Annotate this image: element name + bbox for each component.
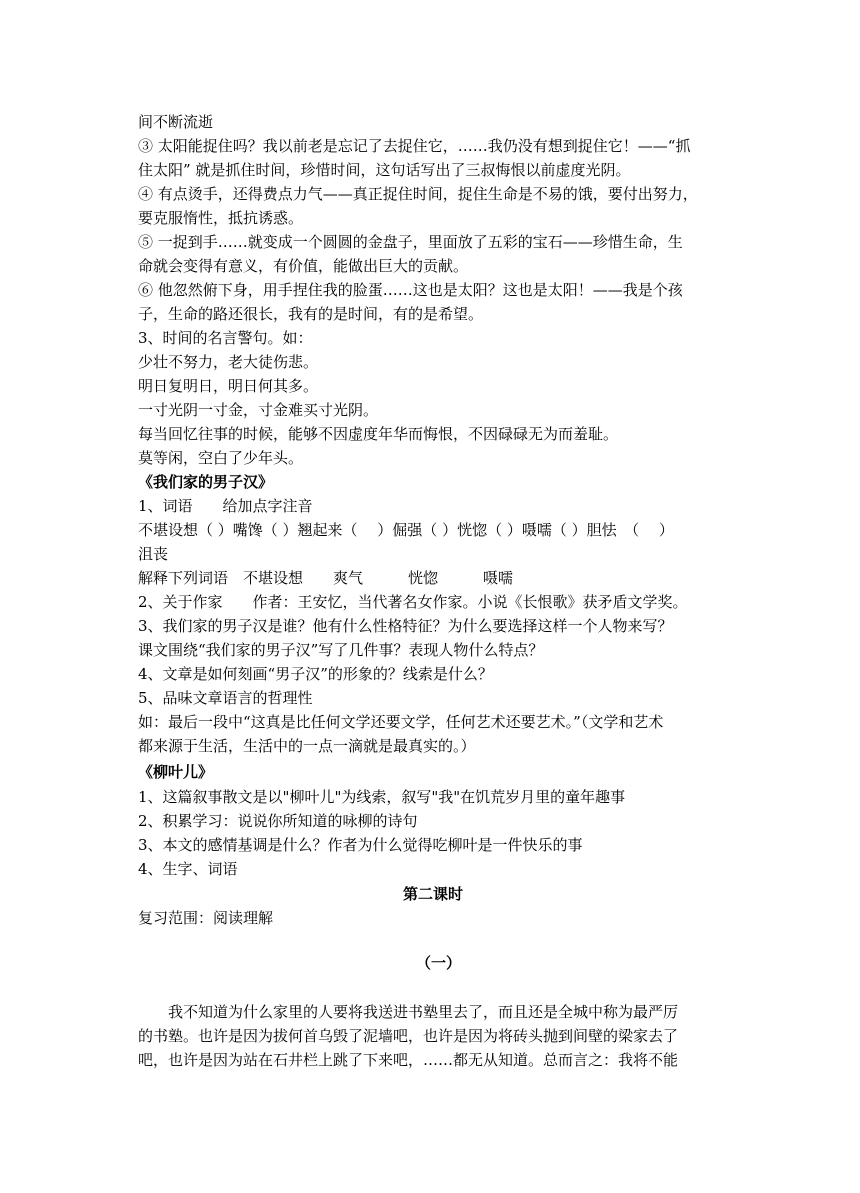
- text-line: 要克服惰性，抵抗诱惑。: [138, 209, 304, 227]
- text-line: 3、我们家的男子汉是谁？他有什么性格特征？为什么要选择这样一个人物来写？: [138, 617, 673, 635]
- text-line: 4、文章是如何刻画“男子汉”的形象的？线索是什么？: [138, 665, 493, 683]
- text-line: 间不断流逝: [138, 113, 214, 131]
- text-line: ④ 有点烫手，还得费点力气——真正捉住时间，捉住生命是不易的饿，要付出努力，: [138, 185, 698, 203]
- text-line: ⑤ 一捉到手……就变成一个圆圆的金盘子，里面放了五彩的宝石——珍惜生命，生: [138, 233, 683, 251]
- text-line: 子，生命的路还很长，我有的是时间，有的是希望。: [138, 305, 484, 323]
- text-line: 莫等闲，空白了少年头。: [138, 449, 304, 467]
- text-line: 2、积累学习：说说你所知道的咏柳的诗句: [138, 812, 418, 830]
- lesson-title: 第二课时: [402, 885, 463, 903]
- text-line: 每当回忆往事的时候，能够不因虚度年华而悔恨，不因碌碌无为而羞耻。: [138, 425, 619, 443]
- passage-line: 我不知道为什么家里的人要将我送进书塾里去了，而且还是全城中称为最严厉: [138, 1003, 679, 1021]
- text-line: ③ 太阳能捉住吗？我以前老是忘记了去捉住它，……我仍没有想到捉住它！——“抓: [138, 137, 691, 155]
- text-line: ⑥ 他忽然俯下身，用手捏住我的脸蛋……这也是太阳？这也是太阳！——我是个孩: [138, 281, 683, 299]
- text-line: 一寸光阴一寸金，寸金难买寸光阴。: [138, 401, 379, 419]
- section-heading: 《我们家的男子汉》: [138, 473, 274, 491]
- passage-line: 吧，也许是因为站在石井栏上跳了下来吧，……都无从知道。总而言之：我将不能: [138, 1051, 679, 1069]
- section-heading: 《柳叶儿》: [138, 763, 214, 781]
- text-line: 少壮不努力，老大徒伤悲。: [138, 353, 319, 371]
- passage-line: 的书塾。也许是因为拔何首乌毁了泥墙吧，也许是因为将砖头抛到间壁的梁家去了: [138, 1027, 679, 1045]
- text-line: 3、时间的名言警句。如：: [138, 329, 313, 347]
- text-line: 不堪设想（ ）嘴馋（ ）翘起来（ ）倔强（ ）恍惚（ ）嗫嚅（ ）胆怯 （ ）: [138, 521, 674, 539]
- text-line: 住太阳” 就是抓住时间，珍惜时间，这句话写出了三叔悔恨以前虚度光阴。: [138, 161, 631, 179]
- text-line: 解释下列词语 不堪设想 爽气 恍惚 嗫嚅: [138, 569, 514, 587]
- text-line: 如：最后一段中“这真是比任何文学还要文学，任何艺术还要艺术。”（文学和艺术: [138, 713, 664, 731]
- text-line: 2、关于作家 作者：王安忆，当代著名女作家。小说《长恨歌》获矛盾文学奖。: [138, 593, 688, 611]
- text-line: 课文围绕“我们家的男子汉”写了几件事？表现人物什么特点？: [138, 641, 544, 659]
- text-line: 5、品味文章语言的哲理性: [138, 689, 313, 707]
- text-line: 明日复明日，明日何其多。: [138, 377, 319, 395]
- text-line: 4、生字、词语: [138, 860, 238, 878]
- text-line: 都来源于生活，生活中的一点一滴就是最真实的。）: [138, 737, 476, 755]
- passage-number: （一）: [416, 954, 462, 972]
- review-scope: 复习范围：阅读理解: [138, 909, 274, 927]
- text-line: 3、本文的感情基调是什么？作者为什么觉得吃柳叶是一件快乐的事: [138, 836, 583, 854]
- text-line: 命就会变得有意义，有价值，能做出巨大的贡献。: [138, 257, 469, 275]
- text-line: 沮丧: [138, 545, 169, 563]
- text-line: 1、词语 给加点字注音: [138, 497, 313, 515]
- text-line: 1、这篇叙事散文是以"柳叶儿"为线索，叙写"我"在饥荒岁月里的童年趣事: [138, 788, 626, 806]
